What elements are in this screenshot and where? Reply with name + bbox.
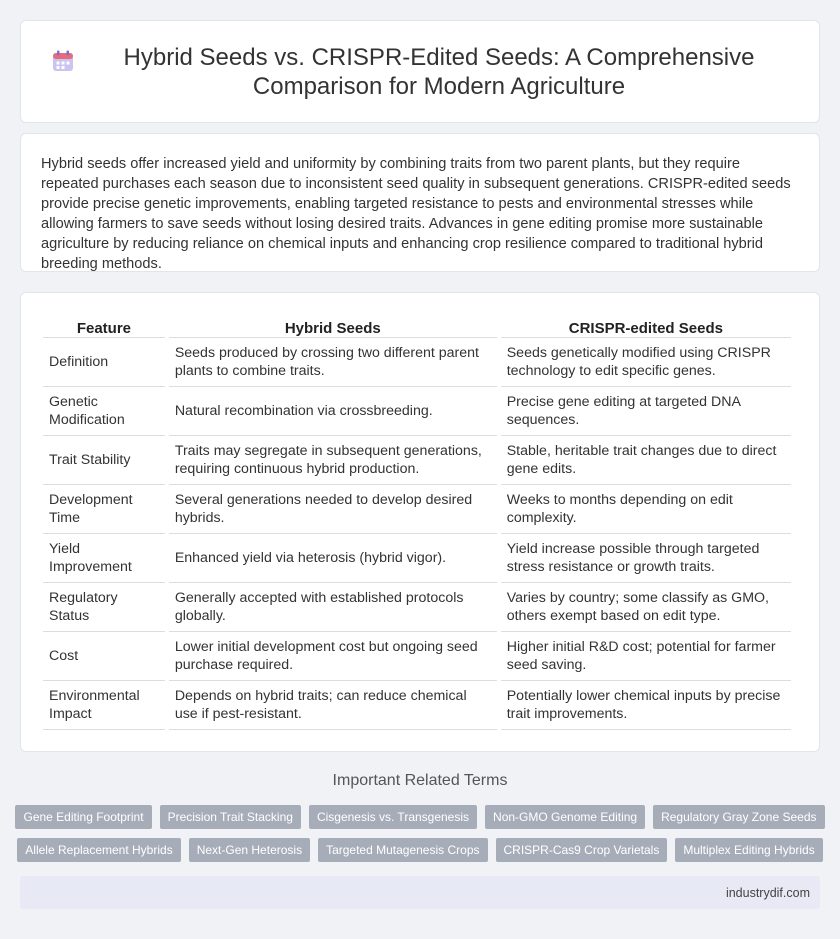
row-feature: Regulatory Status bbox=[43, 583, 165, 632]
tag-link[interactable]: Targeted Mutagenesis Crops bbox=[318, 838, 487, 862]
tag-link[interactable]: CRISPR-Cas9 Crop Varietals bbox=[496, 838, 668, 862]
comparison-card bbox=[20, 292, 820, 752]
table-row bbox=[43, 485, 791, 534]
tag-link[interactable]: Allele Replacement Hybrids bbox=[17, 838, 180, 862]
page-title: Hybrid Seeds vs. CRISPR-Edited Seeds: A Comprehensive Comparison for Modern Agriculture bbox=[123, 43, 755, 100]
tag-row bbox=[20, 838, 820, 862]
row-crispr: Precise gene editing at targeted DNA sequences. bbox=[501, 387, 791, 436]
row-crispr: Yield increase possible through targeted stress resistance or growth traits. bbox=[501, 534, 791, 583]
row-feature: Yield Improvement bbox=[43, 534, 165, 583]
table-row bbox=[43, 436, 791, 485]
row-hybrid: Seeds produced by crossing two different parent plants to combine traits. bbox=[169, 338, 497, 387]
row-hybrid: Several generations needed to develop desired hybrids. bbox=[169, 485, 497, 534]
comparison-table bbox=[39, 313, 795, 730]
row-crispr: Stable, heritable trait changes due to direct gene edits. bbox=[501, 436, 791, 485]
tag-link[interactable]: Next-Gen Heterosis bbox=[189, 838, 310, 862]
table-row bbox=[43, 387, 791, 436]
title-card bbox=[20, 20, 820, 123]
header-feature: Feature bbox=[43, 313, 165, 338]
row-feature: Trait Stability bbox=[43, 436, 165, 485]
row-hybrid: Generally accepted with established protocols globally. bbox=[169, 583, 497, 632]
table-header-row bbox=[43, 313, 791, 338]
header-crispr: CRISPR-edited Seeds bbox=[501, 313, 791, 338]
tag-link[interactable]: Non-GMO Genome Editing bbox=[485, 805, 645, 829]
row-hybrid: Enhanced yield via heterosis (hybrid vigor). bbox=[169, 534, 497, 583]
row-crispr: Varies by country; some classify as GMO, others exempt based on edit type. bbox=[501, 583, 791, 632]
row-crispr: Potentially lower chemical inputs by precise trait improvements. bbox=[501, 681, 791, 730]
row-hybrid: Lower initial development cost but ongoing seed purchase required. bbox=[169, 632, 497, 681]
row-feature: Cost bbox=[43, 632, 165, 681]
row-feature: Development Time bbox=[43, 485, 165, 534]
header-hybrid: Hybrid Seeds bbox=[169, 313, 497, 338]
row-crispr: Weeks to months depending on edit complexity. bbox=[501, 485, 791, 534]
row-feature: Genetic Modification bbox=[43, 387, 165, 436]
tag-link[interactable]: Multiplex Editing Hybrids bbox=[675, 838, 822, 862]
row-hybrid: Traits may segregate in subsequent generations, requiring continuous hybrid production. bbox=[169, 436, 497, 485]
row-crispr: Seeds genetically modified using CRISPR technology to edit specific genes. bbox=[501, 338, 791, 387]
intro-card bbox=[20, 133, 820, 272]
tag-row bbox=[20, 805, 820, 829]
row-feature: Definition bbox=[43, 338, 165, 387]
row-hybrid: Depends on hybrid traits; can reduce chemical use if pest-resistant. bbox=[169, 681, 497, 730]
tag-link[interactable]: Precision Trait Stacking bbox=[160, 805, 301, 829]
row-hybrid: Natural recombination via crossbreeding. bbox=[169, 387, 497, 436]
table-row bbox=[43, 681, 791, 730]
row-crispr: Higher initial R&D cost; potential for farmer seed saving. bbox=[501, 632, 791, 681]
table-row bbox=[43, 338, 791, 387]
row-feature: Environmental Impact bbox=[43, 681, 165, 730]
table-row bbox=[43, 583, 791, 632]
table-row bbox=[43, 534, 791, 583]
calendar-icon bbox=[51, 49, 75, 73]
table-row bbox=[43, 632, 791, 681]
footer-site-link[interactable]: industrydif.com bbox=[725, 885, 810, 900]
tag-link[interactable]: Regulatory Gray Zone Seeds bbox=[653, 805, 824, 829]
related-terms bbox=[20, 805, 820, 871]
tag-link[interactable]: Gene Editing Footprint bbox=[15, 805, 151, 829]
related-terms-title: Important Related Terms bbox=[332, 772, 508, 789]
intro-paragraph: Hybrid seeds offer increased yield and uniformity by combining traits from two parent plants, but they require repeated purchases each season due to inconsistent seed quality in subsequent generations. CRISPR-edited seeds provide precise genetic improvements, enabling targeted resistance to pests and environmental stresses while allowing farmers to save seeds without losing desired traits. Advances in gene editing promise more sustainable agriculture by reducing reliance on chemical inputs and enhancing crop resilience compared to traditional hybrid breeding methods. bbox=[41, 156, 791, 272]
tag-link[interactable]: Cisgenesis vs. Transgenesis bbox=[309, 805, 477, 829]
footer bbox=[20, 876, 820, 909]
